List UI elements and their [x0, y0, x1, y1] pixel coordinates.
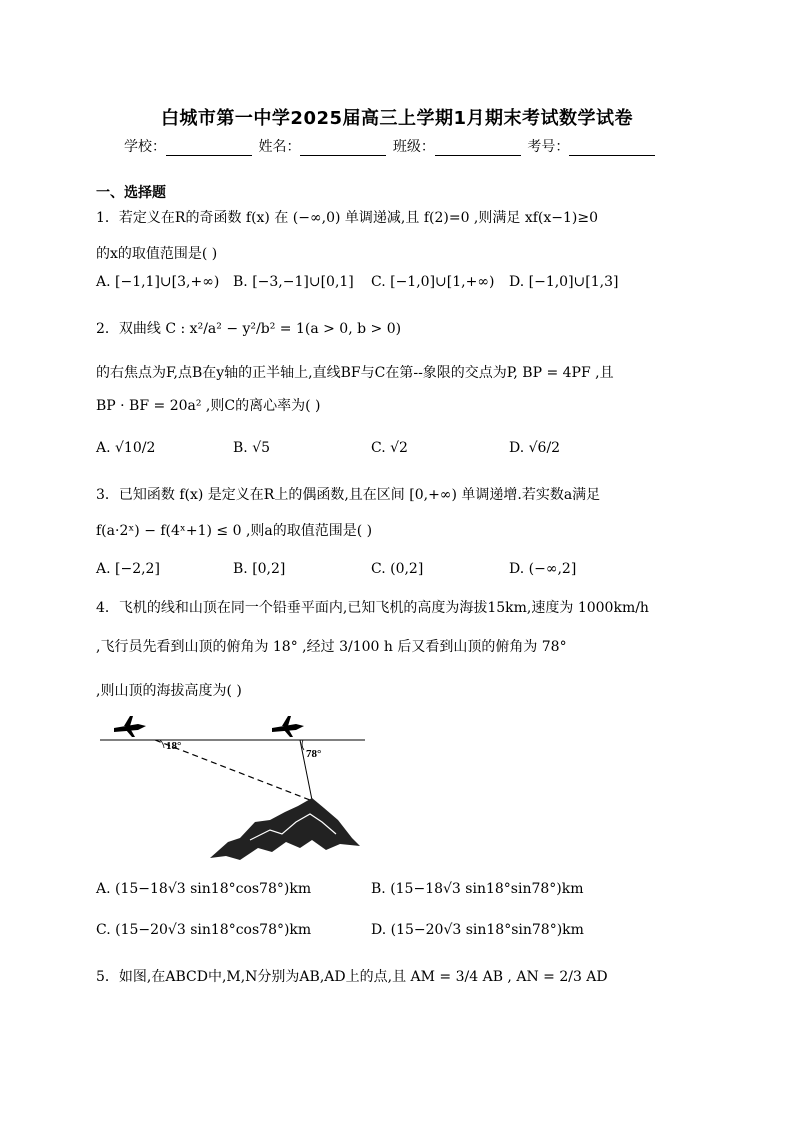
mountain-shape — [210, 798, 360, 860]
q1-option-a[interactable]: A. [−1,1]∪[3,+∞) — [96, 274, 220, 290]
school-label: 学校： — [124, 139, 166, 155]
q2-option-b[interactable]: B. √5 — [233, 440, 271, 456]
q1-option-b[interactable]: B. [−3,−1]∪[0,1] — [233, 274, 354, 290]
angle-arc-18 — [160, 740, 164, 748]
q2-stem-line1: 2．双曲线 C : x²/a² − y²/b² = 1(a > 0, b > 0) — [96, 321, 402, 337]
name-label: 姓名： — [258, 139, 301, 155]
q5-stem-line1: 5．如图,在ABCD中,M,N分别为AB,AD上的点,且 AM = 3/4 AB , AN = 2/3 AD — [96, 969, 608, 985]
q4-option-d[interactable]: D. (15−20√3 sin18°sin78°)km — [371, 922, 584, 938]
q4-option-c[interactable]: C. (15−20√3 sin18°cos78°)km — [96, 922, 312, 938]
class-blank[interactable] — [435, 141, 521, 156]
q1-option-d[interactable]: D. [−1,0]∪[1,3] — [509, 274, 619, 290]
q3-option-c[interactable]: C. (0,2] — [371, 561, 424, 577]
q3-stem-line1: 3．已知函数 f(x) 是定义在R上的偶函数,且在区间 [0,+∞) 单调递增.若实数a满足 — [96, 487, 601, 503]
q4-option-b[interactable]: B. (15−18√3 sin18°sin78°)km — [371, 881, 584, 897]
q3-option-a[interactable]: A. [−2,2] — [96, 561, 160, 577]
q2-option-c[interactable]: C. √2 — [371, 440, 408, 456]
q3-option-b[interactable]: B. [0,2] — [233, 561, 286, 577]
section-heading: 一、选择题 — [96, 185, 166, 201]
q2-option-a[interactable]: A. √10/2 — [96, 440, 156, 456]
q3-option-d[interactable]: D. (−∞,2] — [509, 561, 577, 577]
airplane-icon-left — [114, 716, 146, 737]
figure-svg — [100, 710, 370, 870]
school-blank[interactable] — [166, 141, 252, 156]
airplane-icon-right — [272, 716, 304, 737]
page-title: 白城市第一中学2025届高三上学期1月期末考试数学试卷 — [160, 108, 634, 129]
number-blank[interactable] — [569, 141, 655, 156]
angle-label-78: 78° — [306, 748, 322, 760]
angle-arc-78 — [302, 740, 304, 750]
class-label: 班级： — [392, 139, 435, 155]
q1-stem-line1: 1．若定义在R的奇函数 f(x) 在 (−∞,0) 单调递减,且 f(2)=0 ,则满足 xf(x−1)≥0 — [96, 210, 598, 226]
q3-stem-line2: f(a·2ˣ) − f(4ˣ+1) ≤ 0 ,则a的取值范围是( ) — [96, 523, 373, 539]
q4-stem-line1: 4．飞机的线和山顶在同一个铅垂平面内,已知飞机的高度为海拔15km,速度为 1000km/h — [96, 600, 649, 616]
airplane-mountain-figure — [100, 710, 370, 870]
q2-stem-line2: 的右焦点为F,点B在y轴的正半轴上,直线BF与C在第--象限的交点为P, BP = 4PF ,且 — [96, 365, 614, 381]
q2-stem-line3: BP · BF = 20a² ,则C的离心率为( ) — [96, 398, 321, 414]
q2-option-d[interactable]: D. √6/2 — [509, 440, 561, 456]
q4-stem-line2: ,飞行员先看到山顶的俯角为 18° ,经过 3/100 h 后又看到山顶的俯角为 78° — [96, 639, 567, 655]
q4-option-a[interactable]: A. (15−18√3 sin18°cos78°)km — [96, 881, 312, 897]
q1-stem-line2: 的x的取值范围是( ) — [96, 246, 218, 262]
name-blank[interactable] — [300, 141, 386, 156]
q4-stem-line3: ,则山顶的海拔高度为( ) — [96, 683, 242, 699]
angle-label-18: 18° — [166, 740, 182, 752]
number-label: 考号： — [527, 139, 570, 155]
student-info-line — [124, 136, 657, 156]
q1-option-c[interactable]: C. [−1,0]∪[1,+∞) — [371, 274, 495, 290]
